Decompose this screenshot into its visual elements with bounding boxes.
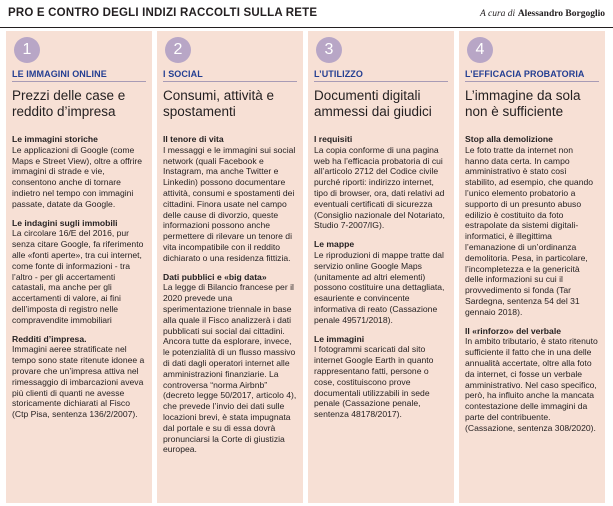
- column-title: L’immagine da sola non è sufficiente: [465, 88, 581, 119]
- block-text: Le applicazioni di Google (come Maps e Street View), oltre a offrire immagini di strade e vie, consentono anche di tornare indietro nel tempo con immagini passate, datate da Google.: [12, 144, 143, 209]
- column-efficacia-probatoria: [459, 31, 605, 503]
- block-text: I fotogrammi scaricati dal sito internet Google Earth in quanto rappresentano fatti, persone o cose, costituiscono prove documentali utilizzabili in sede penale (Cassazione penale, sentenza 48178/2017).: [314, 344, 434, 420]
- column-title: Consumi, attività e spostamenti: [163, 88, 275, 119]
- column-utilizzo: [308, 31, 454, 503]
- column-section-label: L’UTILIZZO: [314, 69, 448, 82]
- column-number-badge: 4: [467, 37, 493, 63]
- block-text: La copia conforme di una pagina web ha l’efficacia probatoria di cui all’articolo 2712 del Codice civile purché riporti: indirizzo internet, tipo di browser, ora, dati relativi ad eventuali certificati di sicurezza (Consiglio nazionale del Notariato, Studio 7-2007/IG).: [314, 144, 445, 231]
- block-text: La legge di Bilancio francese per il 2020 prevede una sperimentazione triennale in base alla quale il Fisco analizzerà i dati pubblicati sui social dai cittadini. Ancora tutte da esplorare, invece, le potenzialità di un flusso massivo di dati dagli operatori internet alle amministrazioni finanziarie. La controversa “norma Airbnb” (decreto legge 50/2017, articolo 4), che prevede l’invio dei dati sulle locazioni brevi, è stata impugnata dal portale e su di essa dovrà pronunciarsi la Corte di giustizia europea.: [163, 282, 297, 455]
- column-number-badge: 2: [165, 37, 191, 63]
- text-block: [12, 218, 146, 326]
- block-heading: Dati pubblici e «big data»: [163, 271, 267, 282]
- block-text: La circolare 16/E del 2016, pur senza citare Google, fa riferimento alle «fonti aperte», tra cui internet, come fonte di informazioni - tra l’altro - per gli accertamenti catastali, ma anche per gli accertamenti di valore, ai fini dell’imposta di registro nelle compravendite immobiliari: [12, 228, 144, 325]
- column-title: Prezzi delle case e reddito d’impresa: [12, 88, 126, 119]
- column-section-label: LE IMMAGINI ONLINE: [12, 69, 146, 82]
- column-number-badge: 3: [316, 37, 342, 63]
- column-section-label: I SOCIAL: [163, 69, 297, 82]
- block-text: I messaggi e le immagini sui social network (quali Facebook e Instagram, ma anche Twitter e Linkedin) possono documentare attività, consumi e spostamenti dei cittadini. Finora usate nel campo delle cause di divorzio, queste informazioni possono anche permettere di rilevare un tenore di vita incompatibile con il reddito dichiarato o una residenza fittizia.: [163, 144, 296, 263]
- text-block: [314, 334, 448, 420]
- block-heading: Il tenore di vita: [163, 134, 224, 144]
- block-text: Immagini aeree stratificate nel tempo sono state ritenute idonee a provare che un’impresa attiva nel rimessaggio di imbarcazioni aveva più clienti di quanti ne avesse storicamente dichiarati al Fisco (Ctp Pisa, sentenza 136/2/2007).: [12, 344, 145, 420]
- text-block: [12, 334, 146, 420]
- text-block: [163, 134, 297, 264]
- block-heading: Il «rinforzo» del verbale: [465, 325, 561, 336]
- block-heading: Le immagini storiche: [12, 134, 98, 144]
- block-heading: Le immagini: [314, 333, 365, 344]
- block-text: Le foto tratte da internet non hanno data certa. In campo amministrativo è stato così stabilito, ad esempio, che quando l’unico elemento probatorio a supporto di un presunto abuso edilizio è costituito da foto estrapolate da sistemi digitali-informatici, è illegittima l’emanazione di un’ordinanza demolitoria. Pesa, in particolare, l’incompletezza e la genericità delle informazioni su cui il provvedimento si fonda (Tar Sardegna, sentenza 54 del 31 gennaio 2018).: [465, 144, 594, 317]
- column-immagini-online: [6, 31, 152, 503]
- header-bar: [0, 0, 613, 28]
- byline-author: Alessandro Borgoglio: [517, 9, 605, 19]
- byline-prefix: A cura di: [479, 9, 516, 19]
- text-block: [314, 134, 448, 231]
- text-block: [163, 272, 297, 456]
- block-heading: Le indagini sugli immobili: [12, 217, 118, 228]
- block-text: Le riproduzioni di mappe tratte dal servizio online Google Maps (unitamente ad altri elementi) possono costituire una dettagliata, esauriente e convincente informativa di reato (Cassazione penale 49571/2018).: [314, 249, 445, 325]
- block-heading: Le mappe: [314, 239, 355, 250]
- column-section-label: L’EFFICACIA PROBATORIA: [465, 69, 599, 82]
- column-number-badge: 1: [14, 37, 40, 63]
- block-heading: Redditi d’impresa.: [12, 333, 87, 344]
- text-block: [465, 326, 599, 434]
- page-title: PRO E CONTRO DEGLI INDIZI RACCOLTI SULLA RETE: [8, 7, 318, 19]
- block-heading: I requisiti: [314, 134, 353, 144]
- byline: [480, 8, 605, 19]
- column-title: Documenti digitali ammessi dai giudici: [314, 88, 432, 119]
- text-block: [314, 239, 448, 325]
- text-block: [465, 134, 599, 318]
- column-social: [157, 31, 303, 503]
- block-heading: Stop alla demolizione: [465, 134, 553, 144]
- block-text: In ambito tributario, è stato ritenuto sufficiente il fatto che in una delle annualità accertate, oltre alla foto da internet, ci fosse un verbale amministrativo. Nel caso specifico, però, ha influito anche la mancata contestazione delle immagini da parte del contribuente. (Cassazione, sentenza 308/2020).: [465, 336, 598, 433]
- text-block: [12, 134, 146, 210]
